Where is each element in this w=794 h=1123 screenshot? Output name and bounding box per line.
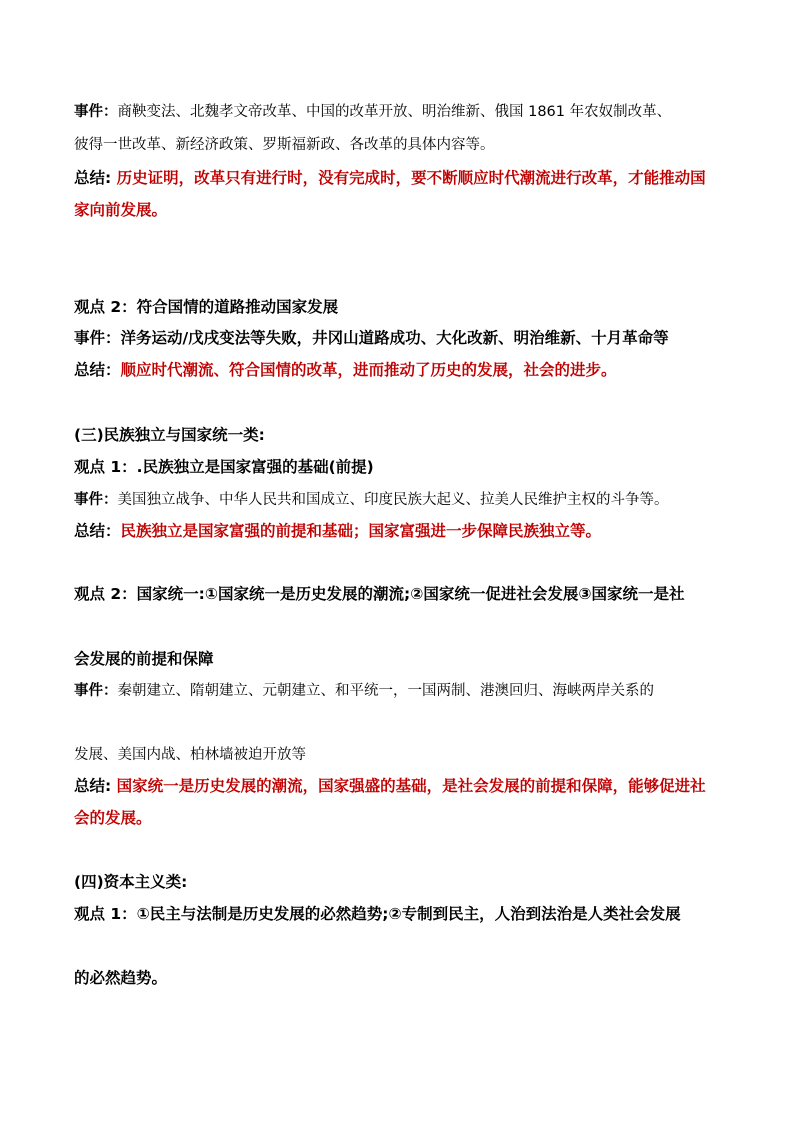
summary-label: 总结： (74, 361, 121, 379)
summary-line (74, 359, 744, 381)
event-label: 事件： (74, 104, 118, 120)
event-label: 事件： (74, 492, 118, 508)
summary-line-continued: 会的发展。 (74, 809, 152, 827)
event-line-continued: 彼得一世改革、新经济政策、罗斯福新政、各改革的具体内容等。 (74, 137, 495, 153)
summary-line (74, 520, 744, 542)
event-line (74, 101, 744, 123)
summary-label: 总结： (74, 522, 121, 540)
viewpoint-heading: 观点 1：①民主与法制是历史发展的必然趋势;②专制到民主，人治到法治是人类社会发展 (74, 905, 681, 923)
event-label: 事件： (74, 683, 118, 699)
summary-line (74, 167, 744, 189)
summary-text: 民族独立是国家富强的前提和基础；国家富强进一步保障民族独立等。 (120, 522, 602, 540)
event-line (74, 489, 744, 511)
viewpoint-heading-continued: 的必然趋势。 (74, 969, 168, 987)
summary-line (74, 775, 744, 797)
viewpoint-heading: 观点 2：符合国情的道路推动国家发展 (74, 298, 339, 316)
event-text: 美国独立战争、中华人民共和国成立、印度民族大起义、拉美人民维护主权的斗争等。 (117, 492, 669, 508)
event-line-continued: 发展、美国内战、柏林墙被迫开放等 (74, 747, 306, 763)
event-label: 事件： (74, 329, 121, 347)
event-line (74, 680, 744, 702)
summary-label: 总结: (74, 777, 112, 795)
section-heading: (四)资本主义类: (74, 873, 188, 891)
section-heading: (三)民族独立与国家统一类: (74, 426, 265, 444)
event-text: 商鞅变法、北魏孝文帝改革、中国的改革开放、明治维新、俄国 1861 年农奴制改革、 (117, 104, 672, 120)
viewpoint-heading-continued: 会发展的前提和保障 (74, 650, 214, 668)
viewpoint-heading: 观点 2：国家统一:①国家统一是历史发展的潮流;②国家统一促进社会发展③国家统一是社 (74, 585, 685, 603)
summary-label: 总结: (74, 169, 112, 187)
summary-text: 顺应时代潮流、符合国情的改革，进而推动了历史的发展，社会的进步。 (120, 361, 617, 379)
event-text: 秦朝建立、隋朝建立、元朝建立、和平统一，一国两制、港澳回归、海峡两岸关系的 (117, 683, 654, 699)
viewpoint-heading: 观点 1：.民族独立是国家富强的基础(前提) (74, 458, 374, 476)
summary-text: 历史证明，改革只有进行时，没有完成时，要不断顺应时代潮流进行改革，才能推动国 (111, 169, 706, 187)
summary-line-continued: 家向前发展。 (74, 201, 168, 219)
event-text: 洋务运动/戊戌变法等失败，井冈山道路成功、大化改新、明治维新、十月革命等 (120, 329, 669, 347)
event-line (74, 327, 744, 349)
summary-text: 国家统一是历史发展的潮流，国家强盛的基础，是社会发展的前提和保障，能够促进社 (111, 777, 706, 795)
